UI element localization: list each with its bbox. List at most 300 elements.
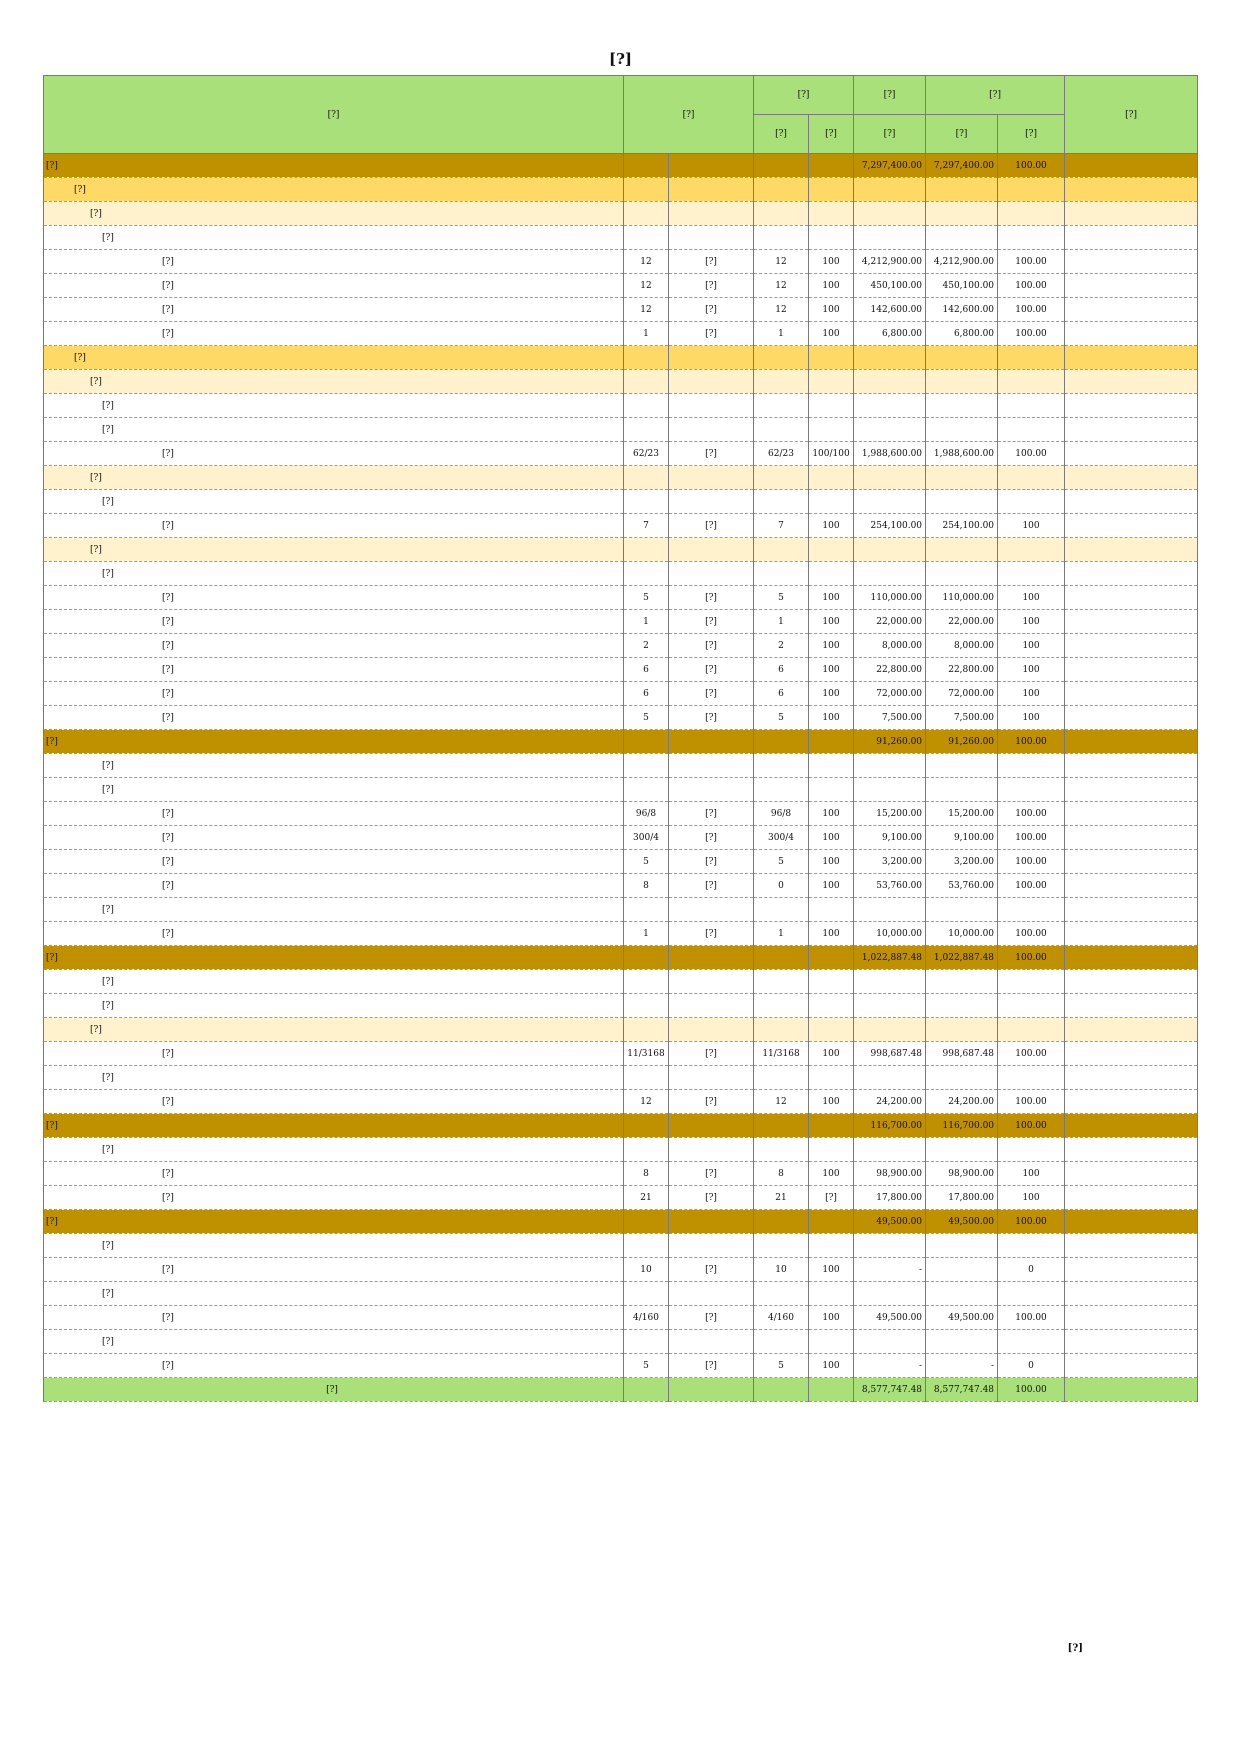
cell-spent: [926, 1234, 998, 1258]
cell-budget: 72,000.00: [854, 682, 926, 706]
cell-result-work: [754, 1234, 809, 1258]
cell-target-unit: [?]: [669, 1258, 754, 1282]
cell-budget: 24,200.00: [854, 1090, 926, 1114]
cell-target-qty: 8: [624, 1162, 669, 1186]
cell-result-pct: [809, 778, 854, 802]
cell-result-work: [754, 1330, 809, 1354]
cell-target-qty: 12: [624, 1090, 669, 1114]
cell-result-work: 5: [754, 850, 809, 874]
cell-spent-pct: 100.00: [998, 850, 1065, 874]
cell-name: [?]: [44, 1186, 624, 1210]
table-row: [44, 1306, 1198, 1330]
cell-result-work: [754, 178, 809, 202]
cell-target-unit: [669, 946, 754, 970]
cell-name: [?]: [44, 466, 624, 490]
cell-name: [?]: [44, 442, 624, 466]
cell-budget: 98,900.00: [854, 1162, 926, 1186]
cell-spent: 49,500.00: [926, 1306, 998, 1330]
table-row: [44, 1210, 1198, 1234]
cell-spent-pct: [998, 778, 1065, 802]
cell-result-pct: 100: [809, 274, 854, 298]
cell-result-pct: 100: [809, 1162, 854, 1186]
cell-name: [?]: [44, 922, 624, 946]
cell-name: [?]: [44, 1090, 624, 1114]
cell-target-unit: [?]: [669, 634, 754, 658]
cell-budget: [854, 538, 926, 562]
cell-spent: [926, 418, 998, 442]
cell-budget: [854, 754, 926, 778]
cell-target-unit: [?]: [669, 442, 754, 466]
cell-spent: 53,760.00: [926, 874, 998, 898]
cell-budget: [854, 226, 926, 250]
table-row: [44, 682, 1198, 706]
cell-result-work: 2: [754, 634, 809, 658]
cell-target-qty: [624, 346, 669, 370]
cell-target-qty: 5: [624, 850, 669, 874]
cell-target-unit: [?]: [669, 586, 754, 610]
cell-result-work: [754, 1378, 809, 1402]
cell-name: [?]: [44, 490, 624, 514]
table-row: [44, 562, 1198, 586]
cell-spent-pct: 100.00: [998, 1042, 1065, 1066]
cell-target-unit: [669, 1066, 754, 1090]
cell-note: [1065, 1162, 1198, 1186]
cell-result-work: [754, 1138, 809, 1162]
cell-result-work: 1: [754, 610, 809, 634]
cell-result-work: [754, 394, 809, 418]
cell-note: [1065, 514, 1198, 538]
cell-spent-pct: 100: [998, 610, 1065, 634]
cell-result-pct: [809, 946, 854, 970]
cell-name: [?]: [44, 586, 624, 610]
cell-target-unit: [669, 1234, 754, 1258]
cell-spent: [926, 202, 998, 226]
cell-spent-pct: 100.00: [998, 1114, 1065, 1138]
cell-note: [1065, 1066, 1198, 1090]
cell-target-unit: [669, 562, 754, 586]
cell-target-unit: [?]: [669, 658, 754, 682]
cell-target-unit: [669, 730, 754, 754]
cell-note: [1065, 466, 1198, 490]
cell-target-unit: [?]: [669, 1042, 754, 1066]
cell-spent-pct: 100.00: [998, 730, 1065, 754]
cell-result-pct: 100: [809, 874, 854, 898]
cell-result-pct: [809, 1066, 854, 1090]
cell-target-qty: [624, 178, 669, 202]
cell-name: [?]: [44, 1138, 624, 1162]
cell-budget: -: [854, 1354, 926, 1378]
cell-name: [?]: [44, 634, 624, 658]
cell-result-pct: [809, 970, 854, 994]
cell-name: [?]: [44, 250, 624, 274]
cell-target-unit: [?]: [669, 706, 754, 730]
report-body: [44, 154, 1198, 1402]
cell-target-unit: [669, 370, 754, 394]
cell-spent-pct: 100.00: [998, 922, 1065, 946]
cell-target-qty: [624, 562, 669, 586]
cell-result-work: 12: [754, 298, 809, 322]
cell-result-pct: [809, 418, 854, 442]
cell-target-unit: [?]: [669, 682, 754, 706]
cell-target-qty: 1: [624, 322, 669, 346]
cell-target-unit: [669, 394, 754, 418]
cell-spent-pct: 100.00: [998, 298, 1065, 322]
table-row: [44, 154, 1198, 178]
cell-name: [?]: [44, 994, 624, 1018]
cell-name: [?]: [44, 418, 624, 442]
cell-target-qty: [624, 970, 669, 994]
cell-spent: 98,900.00: [926, 1162, 998, 1186]
cell-target-qty: [624, 898, 669, 922]
cell-spent: 72,000.00: [926, 682, 998, 706]
cell-result-work: [754, 946, 809, 970]
table-row: [44, 1138, 1198, 1162]
cell-result-pct: [809, 1114, 854, 1138]
table-row: [44, 802, 1198, 826]
table-row: [44, 322, 1198, 346]
cell-target-unit: [?]: [669, 1354, 754, 1378]
cell-target-unit: [669, 178, 754, 202]
cell-name: [?]: [44, 850, 624, 874]
cell-note: [1065, 1186, 1198, 1210]
table-row: [44, 1162, 1198, 1186]
cell-target-unit: [?]: [669, 274, 754, 298]
cell-result-pct: 100: [809, 250, 854, 274]
cell-note: [1065, 658, 1198, 682]
cell-result-pct: 100: [809, 1042, 854, 1066]
cell-spent: 142,600.00: [926, 298, 998, 322]
cell-spent: [926, 1330, 998, 1354]
cell-budget: [854, 778, 926, 802]
cell-target-unit: [669, 754, 754, 778]
report-table: [43, 75, 1198, 1402]
cell-result-work: 5: [754, 706, 809, 730]
cell-target-qty: 6: [624, 658, 669, 682]
cell-spent-pct: [998, 1234, 1065, 1258]
cell-result-pct: 100: [809, 322, 854, 346]
cell-spent: 4,212,900.00: [926, 250, 998, 274]
table-row: [44, 1354, 1198, 1378]
cell-spent-pct: 100.00: [998, 322, 1065, 346]
cell-spent-pct: 100.00: [998, 1090, 1065, 1114]
cell-result-pct: [809, 1330, 854, 1354]
cell-spent-pct: [998, 202, 1065, 226]
cell-result-work: [754, 418, 809, 442]
cell-budget: [854, 1066, 926, 1090]
cell-target-qty: [624, 202, 669, 226]
cell-result-work: 1: [754, 322, 809, 346]
cell-result-work: [754, 466, 809, 490]
cell-spent: [926, 778, 998, 802]
cell-target-unit: [?]: [669, 250, 754, 274]
cell-spent-pct: [998, 178, 1065, 202]
cell-note: [1065, 490, 1198, 514]
cell-target-qty: 8: [624, 874, 669, 898]
cell-name: [?]: [44, 1066, 624, 1090]
cell-budget: [854, 562, 926, 586]
cell-name: [?]: [44, 322, 624, 346]
cell-target-unit: [669, 1018, 754, 1042]
cell-target-unit: [?]: [669, 826, 754, 850]
table-row: [44, 1114, 1198, 1138]
cell-budget: [854, 970, 926, 994]
cell-result-work: 5: [754, 586, 809, 610]
cell-spent-pct: [998, 538, 1065, 562]
table-row: [44, 658, 1198, 682]
cell-target-qty: 5: [624, 1354, 669, 1378]
cell-result-work: [754, 538, 809, 562]
cell-name: [?]: [44, 1378, 624, 1402]
table-row: [44, 466, 1198, 490]
cell-target-unit: [?]: [669, 1162, 754, 1186]
cell-budget: 450,100.00: [854, 274, 926, 298]
cell-spent-pct: [998, 898, 1065, 922]
cell-budget: 254,100.00: [854, 514, 926, 538]
cell-target-qty: 12: [624, 250, 669, 274]
cell-target-qty: 21: [624, 1186, 669, 1210]
table-row: [44, 394, 1198, 418]
cell-result-work: 62/23: [754, 442, 809, 466]
cell-spent: 10,000.00: [926, 922, 998, 946]
cell-note: [1065, 802, 1198, 826]
cell-result-work: [754, 994, 809, 1018]
table-row: [44, 730, 1198, 754]
cell-target-qty: 5: [624, 706, 669, 730]
cell-spent-pct: [998, 1018, 1065, 1042]
cell-target-unit: [669, 1138, 754, 1162]
cell-budget: 91,260.00: [854, 730, 926, 754]
cell-result-pct: [809, 1210, 854, 1234]
cell-spent: 15,200.00: [926, 802, 998, 826]
cell-result-work: [754, 1282, 809, 1306]
cell-spent: [926, 898, 998, 922]
cell-target-unit: [669, 538, 754, 562]
cell-target-unit: [669, 778, 754, 802]
cell-target-unit: [?]: [669, 802, 754, 826]
cell-name: [?]: [44, 730, 624, 754]
cell-budget: 22,800.00: [854, 658, 926, 682]
cell-note: [1065, 538, 1198, 562]
cell-spent: 8,000.00: [926, 634, 998, 658]
cell-note: [1065, 250, 1198, 274]
cell-name: [?]: [44, 1234, 624, 1258]
cell-result-pct: [809, 898, 854, 922]
table-row: [44, 418, 1198, 442]
cell-result-work: 21: [754, 1186, 809, 1210]
cell-spent-pct: 100.00: [998, 274, 1065, 298]
cell-budget: 9,100.00: [854, 826, 926, 850]
cell-result-pct: 100: [809, 922, 854, 946]
cell-spent-pct: 100: [998, 658, 1065, 682]
cell-name: [?]: [44, 706, 624, 730]
cell-target-qty: [624, 946, 669, 970]
cell-name: [?]: [44, 1018, 624, 1042]
cell-target-qty: [624, 1234, 669, 1258]
cell-budget: [854, 490, 926, 514]
cell-result-pct: [809, 1282, 854, 1306]
cell-spent: [926, 1258, 998, 1282]
cell-budget: -: [854, 1258, 926, 1282]
table-row: [44, 226, 1198, 250]
cell-target-qty: [624, 730, 669, 754]
cell-result-work: 6: [754, 658, 809, 682]
cell-spent: 91,260.00: [926, 730, 998, 754]
col-header-budget-unit: [?]: [854, 115, 926, 154]
table-row: [44, 898, 1198, 922]
cell-result-work: 300/4: [754, 826, 809, 850]
cell-target-unit: [669, 202, 754, 226]
cell-result-pct: 100: [809, 682, 854, 706]
cell-spent: [926, 994, 998, 1018]
cell-budget: 7,500.00: [854, 706, 926, 730]
cell-result-pct: [809, 394, 854, 418]
cell-target-unit: [669, 1330, 754, 1354]
cell-result-pct: [809, 346, 854, 370]
cell-spent: [926, 1138, 998, 1162]
cell-spent: [926, 1018, 998, 1042]
cell-note: [1065, 826, 1198, 850]
cell-target-unit: [669, 898, 754, 922]
cell-spent-pct: [998, 490, 1065, 514]
cell-spent-pct: [998, 1282, 1065, 1306]
cell-name: [?]: [44, 658, 624, 682]
cell-spent-pct: 100.00: [998, 1210, 1065, 1234]
cell-result-work: [754, 154, 809, 178]
cell-spent-pct: 100: [998, 1186, 1065, 1210]
cell-budget: [854, 178, 926, 202]
cell-spent-pct: [998, 970, 1065, 994]
cell-note: [1065, 418, 1198, 442]
cell-note: [1065, 274, 1198, 298]
cell-budget: 1,988,600.00: [854, 442, 926, 466]
cell-spent-pct: 100: [998, 634, 1065, 658]
cell-result-work: [754, 970, 809, 994]
cell-target-unit: [669, 466, 754, 490]
cell-spent: [926, 178, 998, 202]
table-row: [44, 946, 1198, 970]
cell-name: [?]: [44, 946, 624, 970]
cell-result-pct: [809, 490, 854, 514]
cell-spent: 116,700.00: [926, 1114, 998, 1138]
cell-spent: [926, 1282, 998, 1306]
cell-spent-pct: 100.00: [998, 946, 1065, 970]
cell-note: [1065, 226, 1198, 250]
col-header-budget: [?]: [854, 76, 926, 115]
cell-target-qty: 6: [624, 682, 669, 706]
cell-spent-pct: [998, 370, 1065, 394]
table-row: [44, 370, 1198, 394]
cell-name: [?]: [44, 802, 624, 826]
cell-spent: [926, 490, 998, 514]
cell-target-qty: 300/4: [624, 826, 669, 850]
cell-result-work: [754, 370, 809, 394]
cell-name: [?]: [44, 1330, 624, 1354]
cell-note: [1065, 1354, 1198, 1378]
cell-spent: 17,800.00: [926, 1186, 998, 1210]
cell-target-unit: [669, 1210, 754, 1234]
cell-spent-pct: 100: [998, 514, 1065, 538]
cell-result-pct: 100: [809, 586, 854, 610]
cell-result-pct: 100: [809, 658, 854, 682]
cell-target-qty: [624, 538, 669, 562]
cell-note: [1065, 922, 1198, 946]
cell-note: [1065, 994, 1198, 1018]
cell-spent-pct: 100: [998, 682, 1065, 706]
cell-spent: [926, 1066, 998, 1090]
cell-note: [1065, 634, 1198, 658]
cell-note: [1065, 682, 1198, 706]
table-row: [44, 1282, 1198, 1306]
cell-spent: 22,000.00: [926, 610, 998, 634]
cell-spent-pct: 100.00: [998, 1378, 1065, 1402]
table-row: [44, 274, 1198, 298]
cell-result-work: [754, 1066, 809, 1090]
cell-result-work: [754, 346, 809, 370]
cell-spent: 49,500.00: [926, 1210, 998, 1234]
cell-result-work: [754, 562, 809, 586]
table-row: [44, 1018, 1198, 1042]
cell-spent-pct: [998, 346, 1065, 370]
cell-target-unit: [?]: [669, 850, 754, 874]
table-row: [44, 490, 1198, 514]
cell-spent-pct: [998, 754, 1065, 778]
cell-name: [?]: [44, 394, 624, 418]
cell-spent: 22,800.00: [926, 658, 998, 682]
cell-budget: [854, 394, 926, 418]
cell-spent-pct: 0: [998, 1258, 1065, 1282]
cell-result-work: [754, 490, 809, 514]
cell-spent: [926, 394, 998, 418]
cell-result-work: 0: [754, 874, 809, 898]
col-header-target: [?]: [624, 76, 754, 154]
cell-budget: [854, 202, 926, 226]
cell-name: [?]: [44, 370, 624, 394]
cell-name: [?]: [44, 826, 624, 850]
cell-target-unit: [669, 1282, 754, 1306]
cell-spent-pct: 100.00: [998, 874, 1065, 898]
cell-budget: [854, 1234, 926, 1258]
cell-note: [1065, 1330, 1198, 1354]
cell-note: [1065, 1018, 1198, 1042]
cell-target-qty: [624, 154, 669, 178]
cell-result-pct: 100/100: [809, 442, 854, 466]
cell-budget: [854, 994, 926, 1018]
cell-spent-pct: [998, 994, 1065, 1018]
cell-target-qty: 12: [624, 274, 669, 298]
cell-result-pct: [809, 1138, 854, 1162]
cell-budget: 49,500.00: [854, 1210, 926, 1234]
cell-name: [?]: [44, 1210, 624, 1234]
cell-target-qty: [624, 1282, 669, 1306]
cell-note: [1065, 1210, 1198, 1234]
cell-name: [?]: [44, 1114, 624, 1138]
cell-spent: 9,100.00: [926, 826, 998, 850]
cell-name: [?]: [44, 682, 624, 706]
cell-note: [1065, 154, 1198, 178]
cell-result-work: 12: [754, 274, 809, 298]
cell-target-unit: [?]: [669, 1306, 754, 1330]
cell-spent: [926, 754, 998, 778]
cell-budget: 4,212,900.00: [854, 250, 926, 274]
cell-target-unit: [669, 346, 754, 370]
cell-budget: [854, 1330, 926, 1354]
cell-target-unit: [?]: [669, 322, 754, 346]
cell-budget: [854, 466, 926, 490]
cell-spent-pct: 100: [998, 1162, 1065, 1186]
table-row: [44, 1258, 1198, 1282]
table-row: [44, 778, 1198, 802]
cell-result-pct: [809, 730, 854, 754]
